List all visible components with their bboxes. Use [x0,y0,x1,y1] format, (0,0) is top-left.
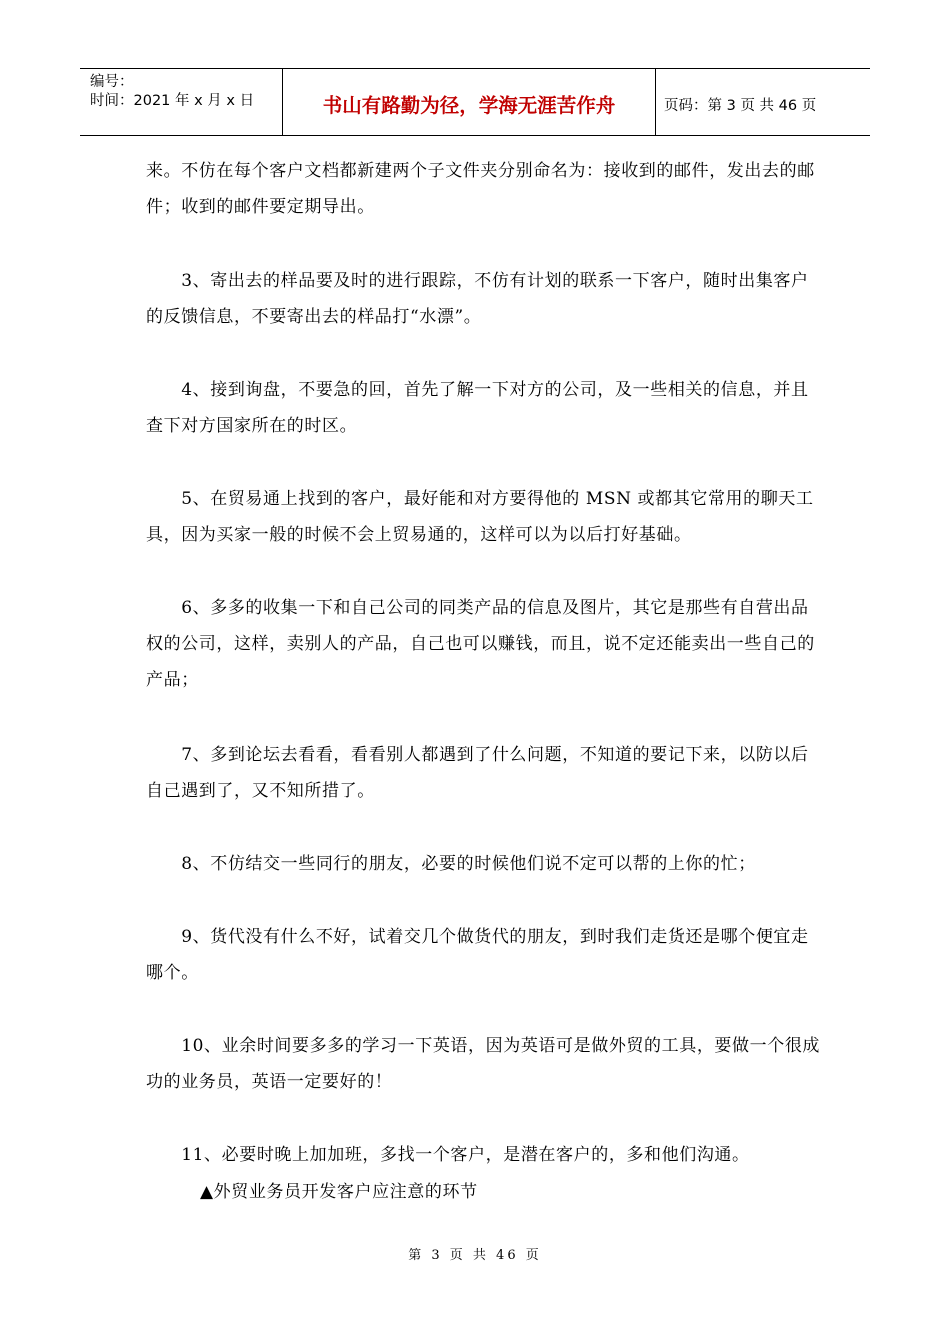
header-motto-cell [283,69,656,135]
document-header [80,68,870,136]
paragraph-item-5: 5、在贸易通上找到的客户，最好能和对方要得他的 MSN 或都其它常用的聊天工具，因为买家一般的时候不会上贸易通的，这样可以为以后打好基础。 [146,489,814,545]
header-motto: 书山有路勤为径，学海无涯苦作舟 [322,94,616,117]
paragraph-item-6: 6、多多的收集一下和自己公司的同类产品的信息及图片，其它是那些有自营出品权的公司，这样，卖别人的产品，自己也可以赚钱，而且，说不定还能卖出一些自己的产品； [146,598,815,690]
page-footer: 第 3 页 共 46 页 [408,1248,542,1263]
paragraph-continuation: 来。不仿在每个客户文档都新建两个子文件夹分别命名为：接收到的邮件，发出去的邮件；收到的邮件要定期导出。 [146,161,815,217]
paragraph-item-11: 11、必要时晚上加加班，多找一个客户，是潜在客户的，多和他们沟通。 [146,1145,750,1165]
paragraph-item-8: 8、不仿结交一些同行的朋友，必要的时候他们说不定可以帮的上你的忙； [146,854,756,874]
header-meta-cell [80,69,283,135]
paragraph-item-9: 9、货代没有什么不好，试着交几个做货代的朋友，到时我们走货还是哪个便宜走哪个。 [146,927,809,983]
paragraph-item-10: 10、业余时间要多多的学习一下英语，因为英语可是做外贸的工具，要做一个很成功的业务员，英语一定要好的！ [146,1036,821,1092]
paragraph-item-4: 4、接到询盘，不要急的回，首先了解一下对方的公司，及一些相关的信息，并且查下对方国家所在的时区。 [146,380,809,436]
header-page-info: 页码：第 3 页 共 46 页 [664,97,817,114]
paragraph-item-3: 3、寄出去的样品要及时的进行跟踪，不仿有计划的联系一下客户，随时出集客户的反馈信息，不要寄出去的样品打“水漂”。 [146,271,809,327]
document-number-label: 编号： [90,74,134,90]
document-date-label: 时间：2021 年 x 月 x 日 [90,93,255,109]
section-sub-heading: ▲外贸业务员开发客户应注意的环节 [200,1182,478,1202]
paragraph-item-7: 7、多到论坛去看看，看看别人都遇到了什么问题，不知道的要记下来，以防以后自己遇到了，又不知所措了。 [146,745,809,801]
header-page-cell [656,69,870,135]
